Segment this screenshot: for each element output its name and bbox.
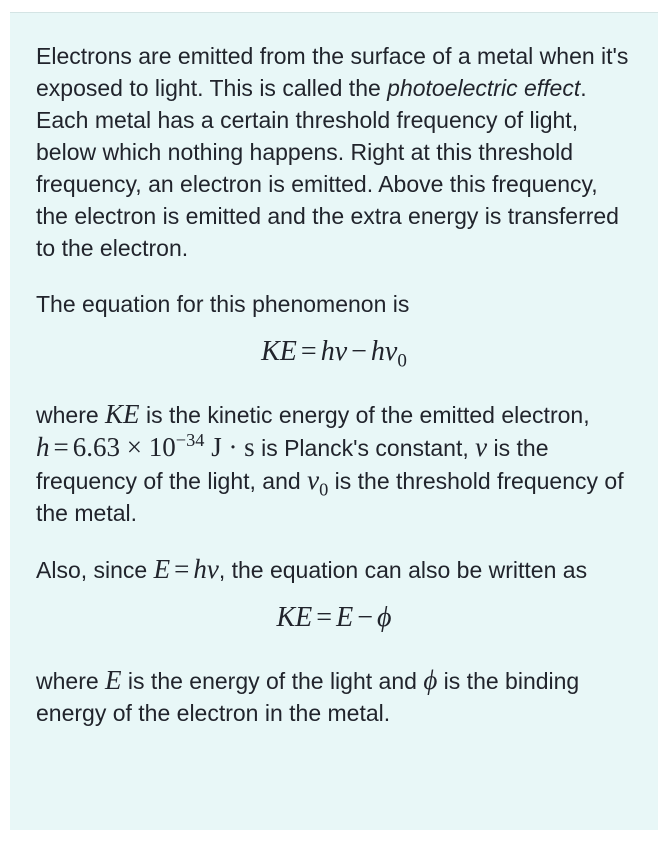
also-text-2: , the equation can also be written as [218,557,588,583]
also-paragraph [36,553,632,586]
planck-symbol: h [36,432,50,462]
nu-symbol: ν [475,432,488,462]
planck-value: 6.63 × 10 [72,432,176,462]
where2-text-2: is the energy of the light and [121,668,424,694]
eq2-energy: E [336,602,354,633]
equation-ke-hnu [36,332,632,376]
eq1-equals: = [300,336,317,367]
ke-symbol: KE [105,399,140,429]
eq2-minus: − [357,602,373,633]
also-equals: = [174,554,190,584]
where1-text-4: is the frequency of the light, and [36,435,549,494]
explanation-card [10,12,658,830]
eq2-phi: ϕ [376,602,392,633]
equation-ke-e-phi [36,598,632,642]
where2-text-1: where [36,668,106,694]
eq2-lhs: KE [276,602,313,633]
intro-text-2: . Each metal has a certain threshold frequency of light, below which nothing happens. Right at this threshold frequency, an electron is emitted. Above this frequency, the electron is emitted and the extra energy is transferred to the electron. [36,75,619,261]
intro-text-1: Electrons are emitted from the surface of a metal when it's exposed to light. This is called the [36,43,629,101]
nu0-symbol: ν [307,465,320,495]
planck-equals: = [53,432,69,462]
eq1-term1: hν [320,336,348,367]
intro-paragraph [36,40,632,264]
eq2-equals: = [316,602,333,633]
nu0-subscript: 0 [319,479,329,500]
where1-text-1: where [36,402,106,428]
h-nu-term: hν [193,554,219,584]
photoelectric-effect-term: photoelectric effect [387,75,581,101]
eq1-minus: − [351,336,367,367]
where-paragraph-2 [36,664,632,729]
planck-unit: J · s [211,432,255,462]
where1-text-5: is the threshold frequency of the metal. [36,468,624,526]
eq1-term2-subscript: 0 [397,350,407,372]
where1-text-3: is Planck's constant, [254,435,476,461]
eq1-term2: hν [370,336,398,367]
equation-lead: The equation for this phenomenon is [36,291,410,317]
eq1-lhs: KE [261,336,297,367]
planck-exponent: −34 [175,430,205,450]
where1-text-2: is the kinetic energy of the emitted electron, [139,402,590,428]
energy-symbol: E [153,554,171,584]
energy-symbol-2: E [105,665,122,695]
where2-text-3: is the binding energy of the electron in the metal. [36,668,580,726]
where-paragraph-1 [36,398,632,529]
also-text-1: Also, since [36,557,154,583]
phi-symbol: ϕ [423,665,438,695]
